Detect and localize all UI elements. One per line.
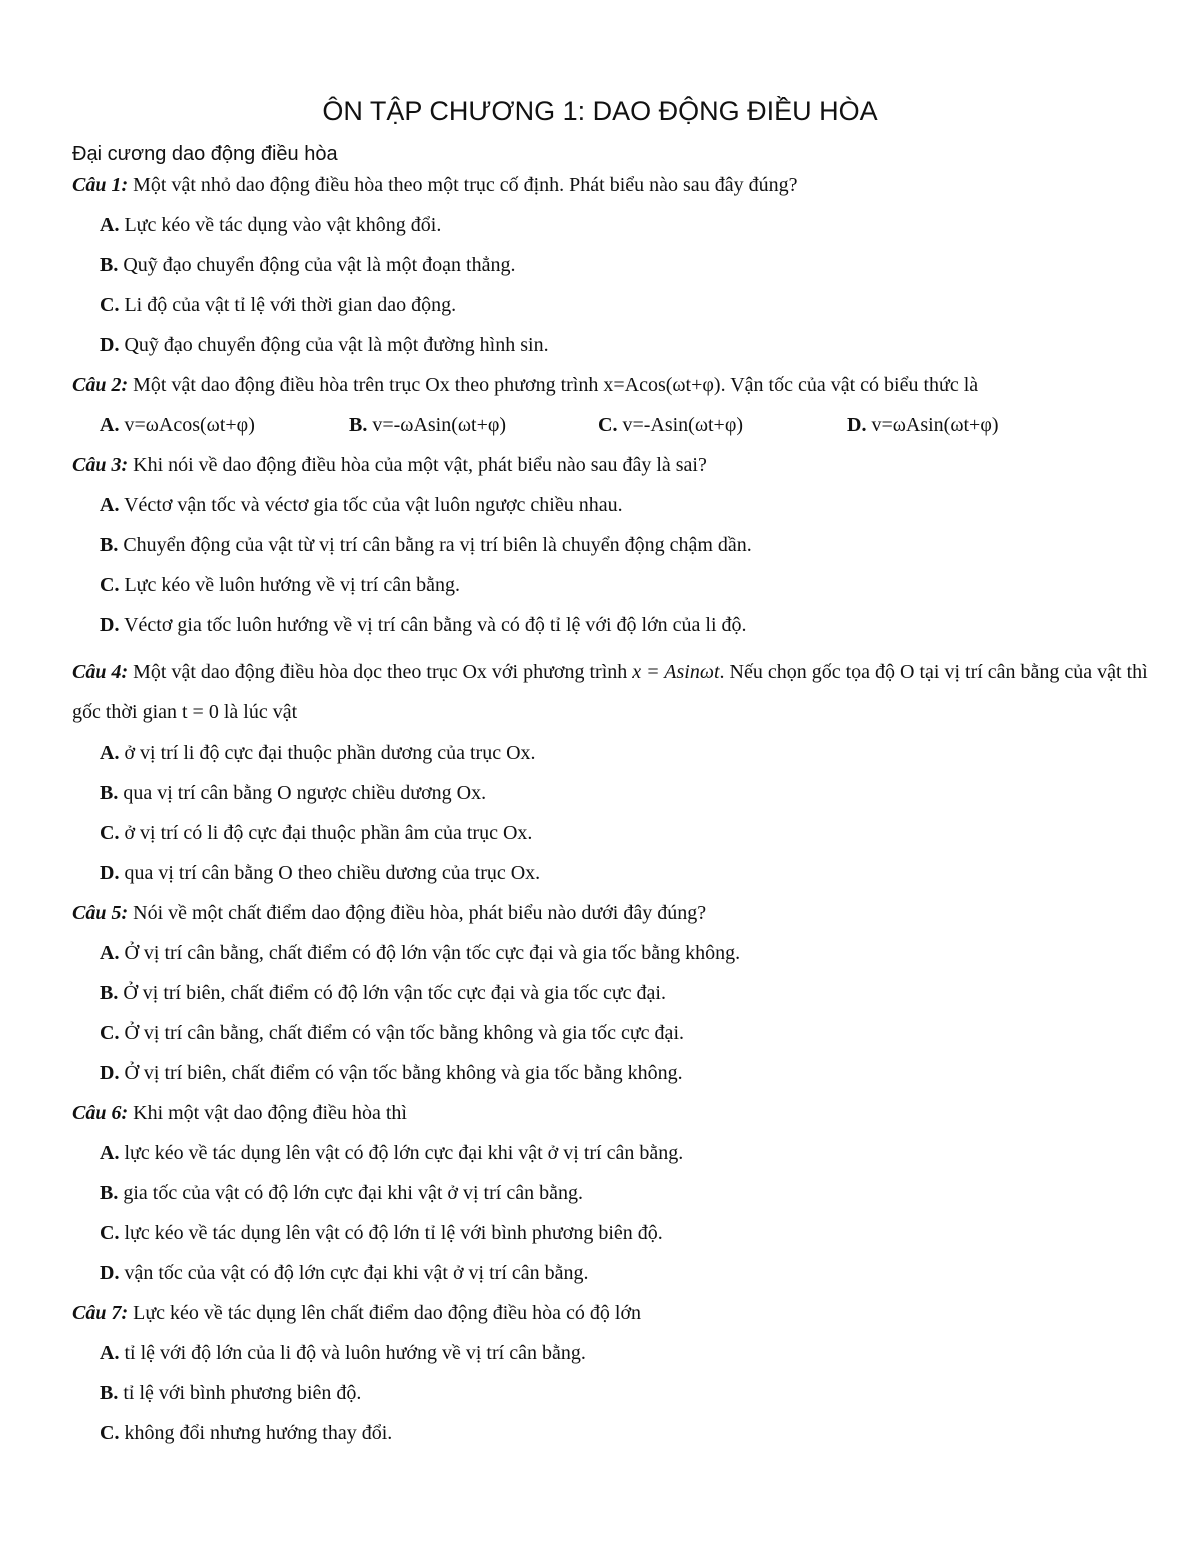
option-4b [100,780,1162,807]
option-5b [100,980,1162,1007]
option-letter: D. [100,614,120,636]
option-letter: D. [100,1262,120,1284]
question-1 [72,172,1162,199]
option-row-2 [100,412,1162,439]
option-letter: A. [100,742,120,764]
question-text-continued: . Nếu chọn gốc tọa độ O tại vị trí cân bằng của vật thì gốc thời gian t = 0 là lúc vật [72,661,1148,723]
question-label: Câu 6: [72,1102,129,1124]
option-2b [349,412,598,439]
option-letter: B. [100,1382,119,1404]
option-7a [100,1340,1162,1367]
option-letter: D. [847,414,867,436]
option-2d [847,412,1096,439]
question-label: Câu 2: [72,374,129,396]
option-text: qua vị trí cân bằng O theo chiều dương của trục Ox. [124,862,541,884]
option-text: Ở vị trí cân bằng, chất điểm có độ lớn vận tốc cực đại và gia tốc bằng không. [124,942,741,964]
question-label: Câu 7: [72,1302,129,1324]
option-letter: C. [100,822,120,844]
question-text: Một vật dao động điều hòa dọc theo trục Ox với phương trình [133,661,628,683]
option-text: ở vị trí có li độ cực đại thuộc phần âm của trục Ox. [124,822,533,844]
question-text: Khi nói về dao động điều hòa của một vật, phát biểu nào sau đây là sai? [133,454,707,476]
question-7 [72,1300,1162,1327]
option-letter: B. [100,1182,119,1204]
option-text: Ở vị trí biên, chất điểm có độ lớn vận tốc cực đại và gia tốc cực đại. [123,982,666,1004]
option-1a [100,212,1162,239]
option-letter: D. [100,1062,120,1084]
question-4 [72,652,1162,732]
option-letter: D. [100,862,120,884]
option-text: lực kéo về tác dụng lên vật có độ lớn tỉ lệ với bình phương biên độ. [124,1222,663,1244]
option-text: không đổi nhưng hướng thay đổi. [124,1422,393,1444]
option-text: Véctơ vận tốc và véctơ gia tốc của vật luôn ngược chiều nhau. [124,494,623,516]
option-4c [100,820,1162,847]
option-text: v=ωAcos(ωt+φ) [124,414,255,436]
question-label: Câu 4: [72,661,129,683]
question-label: Câu 3: [72,454,129,476]
option-letter: B. [349,414,368,436]
option-text: tỉ lệ với bình phương biên độ. [123,1382,362,1404]
question-5 [72,900,1162,927]
question-text: Một vật nhỏ dao động điều hòa theo một trục cố định. Phát biểu nào sau đây đúng? [133,174,798,196]
option-text: ở vị trí li độ cực đại thuộc phần dương của trục Ox. [124,742,536,764]
option-3b [100,532,1162,559]
option-text: Quỹ đạo chuyển động của vật là một đoạn thẳng. [123,254,516,276]
question-label: Câu 5: [72,902,129,924]
option-6d [100,1260,1162,1287]
option-letter: C. [100,574,120,596]
option-1b [100,252,1162,279]
option-letter: C. [100,1422,120,1444]
option-2a [100,412,349,439]
option-text: Chuyển động của vật từ vị trí cân bằng ra vị trí biên là chuyển động chậm dần. [123,534,752,556]
option-letter: B. [100,534,119,556]
option-letter: B. [100,782,119,804]
question-label: Câu 1: [72,174,129,196]
option-1d [100,332,1162,359]
option-letter: C. [100,294,120,316]
option-5c [100,1020,1162,1047]
option-text: lực kéo về tác dụng lên vật có độ lớn cực đại khi vật ở vị trí cân bằng. [124,1142,684,1164]
option-6b [100,1180,1162,1207]
option-2c [598,412,847,439]
option-3c [100,572,1162,599]
option-text: tỉ lệ với độ lớn của li độ và luôn hướng về vị trí cân bằng. [124,1342,586,1364]
option-6c [100,1220,1162,1247]
option-letter: C. [598,414,618,436]
option-text: Lực kéo về tác dụng vào vật không đổi. [124,214,442,236]
question-6 [72,1100,1162,1127]
option-3a [100,492,1162,519]
equation: x = Asinωt [632,661,720,683]
option-4a [100,740,1162,767]
option-7c [100,1420,1162,1447]
option-letter: D. [100,334,120,356]
option-text: vận tốc của vật có độ lớn cực đại khi vật ở vị trí cân bằng. [124,1262,589,1284]
option-text: v=ωAsin(ωt+φ) [871,414,999,436]
option-letter: C. [100,1222,120,1244]
option-5a [100,940,1162,967]
option-text: v=-Asin(ωt+φ) [622,414,744,436]
option-text: Ở vị trí cân bằng, chất điểm có vận tốc bằng không và gia tốc cực đại. [124,1022,684,1044]
option-text: Quỹ đạo chuyển động của vật là một đường hình sin. [124,334,549,356]
option-text: Lực kéo về luôn hướng về vị trí cân bằng. [124,574,460,596]
option-letter: B. [100,982,119,1004]
option-text: gia tốc của vật có độ lớn cực đại khi vật ở vị trí cân bằng. [123,1182,583,1204]
option-text: Li độ của vật tỉ lệ với thời gian dao động. [124,294,457,316]
option-1c [100,292,1162,319]
section-heading: Đại cương dao động điều hòa [72,143,338,165]
option-letter: B. [100,254,119,276]
option-6a [100,1140,1162,1167]
option-text: Véctơ gia tốc luôn hướng về vị trí cân bằng và có độ tỉ lệ với độ lớn của li độ. [124,614,747,636]
question-list [72,172,1162,1460]
option-text: qua vị trí cân bằng O ngược chiều dương Ox. [123,782,487,804]
question-text: Một vật dao động điều hòa trên trục Ox theo phương trình x=Acos(ωt+φ). Vận tốc của vật có biểu thức là [133,374,979,396]
option-5d [100,1060,1162,1087]
option-letter: A. [100,494,120,516]
option-letter: A. [100,1342,120,1364]
question-3 [72,452,1162,479]
option-text: Ở vị trí biên, chất điểm có vận tốc bằng không và gia tốc bằng không. [124,1062,683,1084]
option-text: v=-ωAsin(ωt+φ) [372,414,507,436]
question-text: Nói về một chất điểm dao động điều hòa, phát biểu nào dưới đây đúng? [133,902,707,924]
option-4d [100,860,1162,887]
option-3d [100,612,1162,639]
option-letter: A. [100,1142,120,1164]
option-letter: A. [100,214,120,236]
question-text: Khi một vật dao động điều hòa thì [133,1102,407,1124]
question-2 [72,372,1162,399]
page-title: ÔN TẬP CHƯƠNG 1: DAO ĐỘNG ĐIỀU HÒA [322,96,878,126]
option-letter: A. [100,414,120,436]
option-7b [100,1380,1162,1407]
question-text: Lực kéo về tác dụng lên chất điểm dao động điều hòa có độ lớn [133,1302,642,1324]
option-letter: C. [100,1022,120,1044]
option-letter: A. [100,942,120,964]
